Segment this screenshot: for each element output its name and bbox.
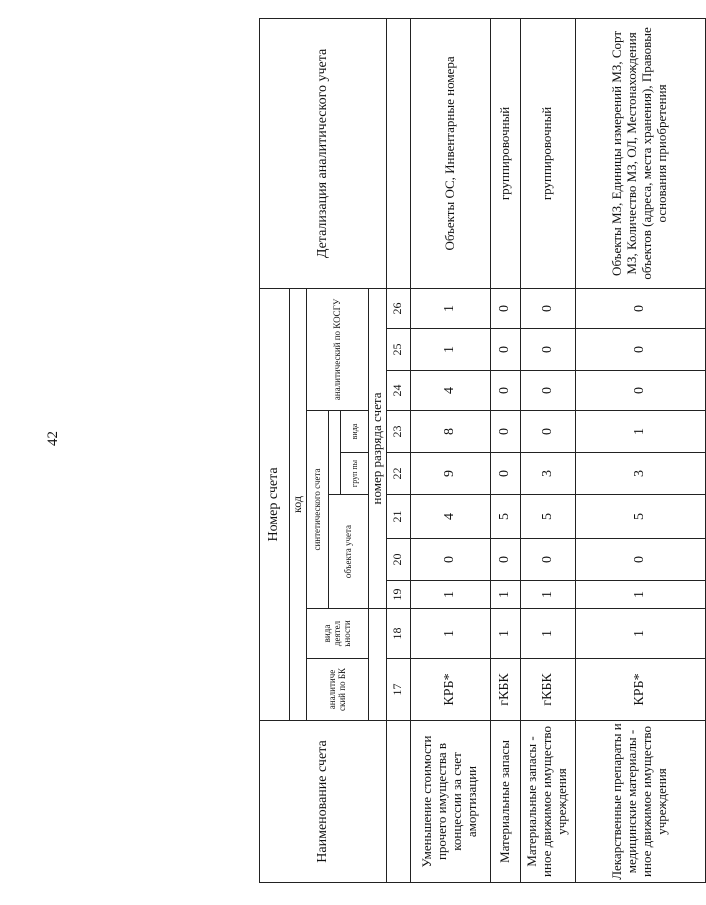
row-code-25: 0	[575, 329, 705, 371]
digit-24: 24	[386, 371, 410, 411]
table-row	[410, 18, 490, 882]
row-code-25: 0	[490, 329, 520, 371]
row-name: Уменьшение стоимости прочего имущества в концессии за счет амортизации	[410, 721, 490, 883]
row-code-20: 0	[575, 539, 705, 581]
digit-22: 22	[386, 453, 410, 495]
table-row	[575, 18, 705, 882]
digit-18: 18	[386, 609, 410, 659]
header-synthetic: синтетического счета	[306, 411, 328, 609]
header-analytical-kosgu: аналитический по КОСГУ	[306, 288, 368, 410]
header-kind: вида	[340, 411, 368, 453]
row-code-17: гКБК	[520, 659, 575, 721]
row-code-22: 3	[575, 453, 705, 495]
digit-21: 21	[386, 495, 410, 539]
header-detail: Детализация аналитического учета	[260, 18, 387, 288]
header-name-spacer	[386, 721, 410, 883]
digit-23: 23	[386, 411, 410, 453]
row-code-25: 0	[520, 329, 575, 371]
row-code-24: 0	[490, 371, 520, 411]
row-code-23: 0	[520, 411, 575, 453]
row-code-20: 0	[410, 539, 490, 581]
table-row	[520, 18, 575, 882]
row-name: Материальные запасы - иное движимое имущество учреждения	[520, 721, 575, 883]
accounts-table	[259, 18, 706, 883]
row-code-19: 1	[410, 581, 490, 609]
row-code-22: 3	[520, 453, 575, 495]
row-code-18: 1	[520, 609, 575, 659]
row-name: Материальные запасы	[490, 721, 520, 883]
rotated-table-container	[259, 21, 670, 883]
row-code-24: 0	[520, 371, 575, 411]
row-code-24: 4	[410, 371, 490, 411]
header-analytical-bk: аналитиче ский по БК	[306, 659, 368, 721]
header-account-number: Номер счета	[260, 288, 290, 720]
row-code-19: 1	[490, 581, 520, 609]
row-code-21: 5	[490, 495, 520, 539]
row-code-21: 5	[520, 495, 575, 539]
header-object: объекта учета	[328, 495, 368, 609]
digit-20: 20	[386, 539, 410, 581]
header-account-name: Наименование счета	[260, 721, 387, 883]
row-code-26: 0	[575, 288, 705, 328]
row-detail: группировочный	[520, 18, 575, 288]
row-detail: Объекты ОС, Инвентарные номера	[410, 18, 490, 288]
table-row	[490, 18, 520, 882]
row-code-22: 0	[490, 453, 520, 495]
digit-19: 19	[386, 581, 410, 609]
header-digit-gap	[368, 609, 386, 721]
header-group: груп пы	[340, 453, 368, 495]
header-detail-spacer	[386, 18, 410, 288]
row-code-26: 0	[490, 288, 520, 328]
row-code-25: 1	[410, 329, 490, 371]
row-code-17: гКБК	[490, 659, 520, 721]
header-activity-type: вида деятел ьности	[306, 609, 368, 659]
row-code-18: 1	[490, 609, 520, 659]
row-code-26: 1	[410, 288, 490, 328]
row-detail: группировочный	[490, 18, 520, 288]
row-code-20: 0	[520, 539, 575, 581]
digit-25: 25	[386, 329, 410, 371]
header-code: код	[290, 288, 307, 720]
digit-17: 17	[386, 659, 410, 721]
row-code-19: 1	[575, 581, 705, 609]
row-code-17: КРБ*	[575, 659, 705, 721]
row-code-22: 9	[410, 453, 490, 495]
row-code-23: 1	[575, 411, 705, 453]
header-digit-number: номер разряда счета	[368, 288, 386, 608]
row-code-21: 5	[575, 495, 705, 539]
row-code-20: 0	[490, 539, 520, 581]
row-code-26: 0	[520, 288, 575, 328]
page-number: 42	[45, 431, 61, 446]
row-detail: Объекты МЗ, Единицы измерений МЗ, Сорт МЗ, Количество МЗ, ОЛ, Местонахождения объектов (адреса, места хранения), Правовые основания приобретения	[575, 18, 705, 288]
row-code-19: 1	[520, 581, 575, 609]
row-code-17: КРБ*	[410, 659, 490, 721]
row-code-18: 1	[410, 609, 490, 659]
row-code-18: 1	[575, 609, 705, 659]
digit-26: 26	[386, 288, 410, 328]
row-code-21: 4	[410, 495, 490, 539]
row-name: Лекарственные препараты и медицинские материалы - иное движимое имущество учреждения	[575, 721, 705, 883]
row-code-24: 0	[575, 371, 705, 411]
header-synthetic-gap	[328, 411, 340, 495]
row-code-23: 8	[410, 411, 490, 453]
row-code-23: 0	[490, 411, 520, 453]
